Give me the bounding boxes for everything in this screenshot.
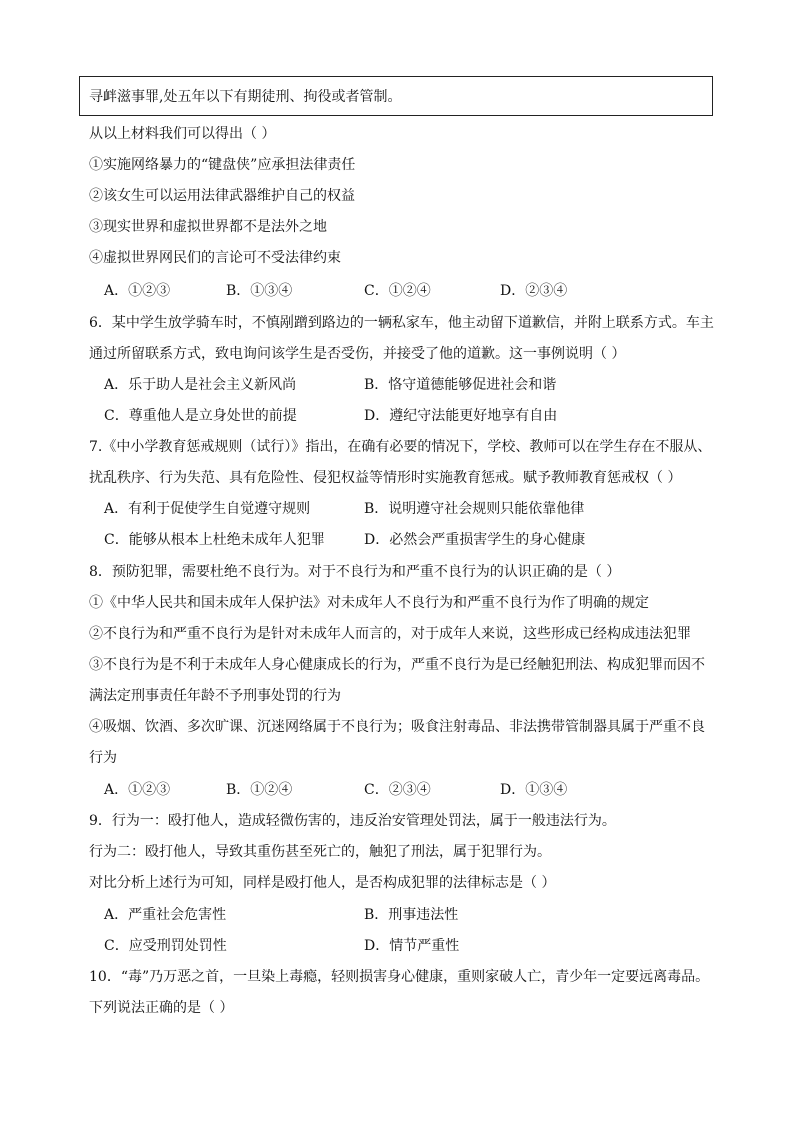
q6-stem-line-1: 6．某中学生放学骑车时，不慎剐蹭到路边的一辆私家车，他主动留下道歉信，并附上联系方式。车主 bbox=[89, 315, 714, 331]
q5-item-4: ④虚拟世界网民们的言论可不受法律约束 bbox=[89, 250, 341, 266]
q8-option-a[interactable]: A．①②③ bbox=[104, 782, 171, 798]
q7-option-c[interactable]: C．能够从根本上杜绝未成年人犯罪 bbox=[104, 532, 325, 548]
q5-option-d[interactable]: D．②③④ bbox=[500, 283, 568, 299]
q6-option-b[interactable]: B．恪守道德能够促进社会和谐 bbox=[364, 377, 557, 393]
q5-option-a[interactable]: A．①②③ bbox=[104, 283, 171, 299]
q9-option-d[interactable]: D．情节严重性 bbox=[364, 938, 460, 954]
q8-option-b[interactable]: B．①②④ bbox=[226, 782, 293, 798]
q8-item-3-line-1: ③不良行为是不利于未成年人身心健康成长的行为，严重不良行为是已经触犯刑法、构成犯罪而因不 bbox=[89, 657, 705, 673]
q8-item-4-line-1: ④吸烟、饮酒、多次旷课、沉迷网络属于不良行为；吸食注射毒品、非法携带管制器具属于严重不良 bbox=[89, 719, 705, 735]
q7-stem-line-2: 扰乱秩序、行为失范、具有危险性、侵犯权益等情形时实施教育惩戒。赋予教师教育惩戒权（ ） bbox=[89, 470, 682, 486]
q10-line-2: 下列说法正确的是（ ） bbox=[89, 1000, 234, 1016]
q7-stem-line-1: 7.《中小学教育惩戒规则（试行）》指出，在确有必要的情况下，学校、教师可以在学生存在不服从、 bbox=[89, 439, 712, 455]
q8-item-2: ②不良行为和严重不良行为是针对未成年人而言的，对于成年人来说，这些形成已经构成违法犯罪 bbox=[89, 626, 691, 642]
q5-item-1: ①实施网络暴力的“键盘侠”应承担法律责任 bbox=[89, 157, 356, 173]
q8-option-c[interactable]: C．②③④ bbox=[364, 782, 431, 798]
q6-option-d[interactable]: D．遵纪守法能更好地享有自由 bbox=[364, 408, 558, 424]
material-text: 寻衅滋事罪,处五年以下有期徒刑、拘役或者管制。 bbox=[89, 89, 402, 105]
q8-item-4-line-2: 行为 bbox=[89, 750, 117, 766]
q8-item-1: ①《中华人民共和国未成年人保护法》对未成年人不良行为和严重不良行为作了明确的规定 bbox=[89, 595, 649, 611]
q9-option-c[interactable]: C．应受刑罚处罚性 bbox=[104, 938, 227, 954]
q9-line-2: 行为二：殴打他人，导致其重伤甚至死亡的，触犯了刑法，属于犯罪行为。 bbox=[89, 844, 551, 860]
q6-option-c[interactable]: C．尊重他人是立身处世的前提 bbox=[104, 408, 297, 424]
q7-option-a[interactable]: A．有利于促使学生自觉遵守规则 bbox=[104, 501, 311, 517]
q8-item-3-line-2: 满法定刑事责任年龄不予刑事处罚的行为 bbox=[89, 688, 341, 704]
q8-option-d[interactable]: D．①③④ bbox=[500, 782, 568, 798]
q5-option-c[interactable]: C．①②④ bbox=[364, 283, 431, 299]
q9-line-3: 对比分析上述行为可知，同样是殴打他人，是否构成犯罪的法律标志是（ ） bbox=[89, 875, 556, 891]
q8-stem: 8．预防犯罪，需要杜绝不良行为。对于不良行为和严重不良行为的认识正确的是（ ） bbox=[89, 564, 621, 580]
q10-line-1: 10．“毒”乃万恶之首，一旦染上毒瘾，轻则损害身心健康，重则家破人亡，青少年一定要远离毒品。 bbox=[89, 969, 710, 985]
q9-option-a[interactable]: A．严重社会危害性 bbox=[104, 907, 227, 923]
q9-line-1: 9．行为一：殴打他人，造成轻微伤害的，违反治安管理处罚法，属于一般违法行为。 bbox=[89, 813, 616, 829]
q6-option-a[interactable]: A．乐于助人是社会主义新风尚 bbox=[104, 377, 297, 393]
q9-option-b[interactable]: B．刑事违法性 bbox=[364, 907, 459, 923]
q5-option-b[interactable]: B．①③④ bbox=[226, 283, 293, 299]
q5-item-3: ③现实世界和虚拟世界都不是法外之地 bbox=[89, 219, 327, 235]
q5-stem: 从以上材料我们可以得出（ ） bbox=[89, 126, 276, 142]
q5-item-2: ②该女生可以运用法律武器维护自己的权益 bbox=[89, 188, 355, 204]
q6-stem-line-2: 通过所留联系方式，致电询问该学生是否受伤，并接受了他的道歉。这一事例说明（ ） bbox=[89, 346, 626, 362]
q7-option-b[interactable]: B．说明遵守社会规则只能依靠他律 bbox=[364, 501, 585, 517]
q7-option-d[interactable]: D．必然会严重损害学生的身心健康 bbox=[364, 532, 586, 548]
material-box bbox=[79, 76, 713, 116]
